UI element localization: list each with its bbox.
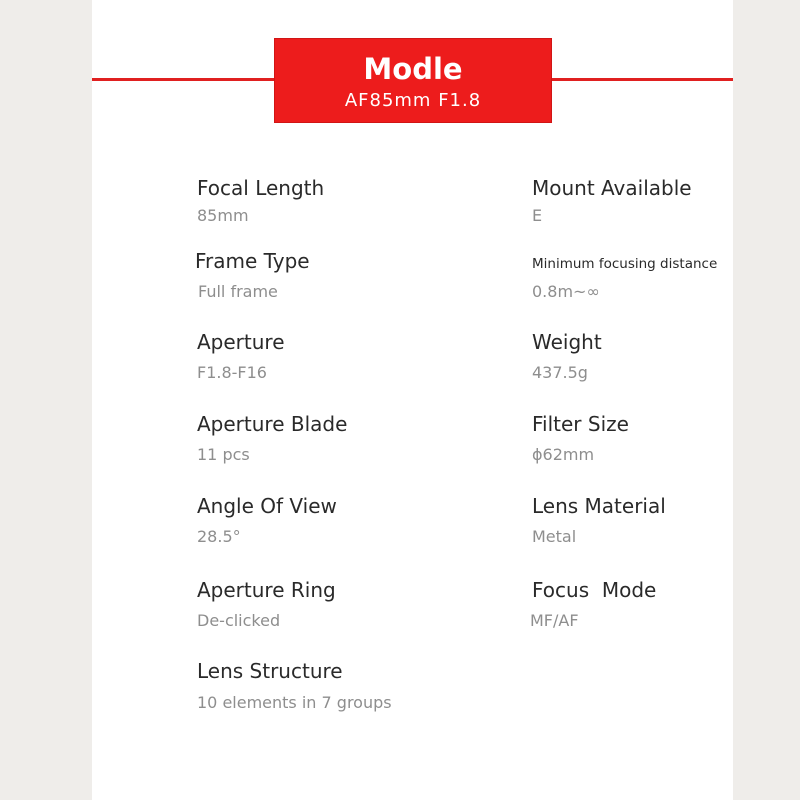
- spec-value: 85mm: [197, 206, 249, 225]
- spec-label: Angle Of View: [197, 494, 337, 518]
- spec-label: Lens Structure: [197, 659, 343, 683]
- banner-title: Modle: [363, 52, 463, 86]
- spec-angle-of-view: [197, 494, 337, 547]
- spec-value: F1.8-F16: [197, 363, 267, 382]
- spec-label: Focus Mode: [532, 578, 657, 602]
- spec-value: De-clicked: [197, 611, 281, 630]
- model-banner: [274, 38, 552, 123]
- spec-label: Aperture Blade: [197, 412, 348, 436]
- spec-value: 10 elements in 7 groups: [197, 693, 392, 712]
- spec-label: Weight: [532, 330, 602, 354]
- spec-value: 0.8m~∞: [532, 282, 600, 301]
- spec-weight: [532, 330, 602, 383]
- spec-value: 11 pcs: [197, 445, 250, 464]
- spec-sheet: [92, 0, 733, 800]
- spec-value: 28.5°: [197, 527, 241, 546]
- spec-value: Metal: [532, 527, 577, 546]
- spec-aperture-ring: [197, 578, 336, 631]
- spec-filter-size: [532, 412, 629, 465]
- spec-label: Minimum focusing distance: [532, 256, 718, 272]
- spec-frame-type: [195, 249, 310, 302]
- spec-label: Mount Available: [532, 176, 692, 200]
- spec-mount-available: [532, 176, 692, 226]
- spec-label: Focal Length: [197, 176, 325, 200]
- spec-label: Lens Material: [532, 494, 666, 518]
- spec-value: 437.5g: [532, 363, 588, 382]
- spec-value: E: [532, 206, 543, 225]
- spec-focal-length: [197, 176, 324, 226]
- spec-lens-structure: [197, 659, 392, 713]
- spec-label: Frame Type: [195, 249, 310, 273]
- spec-value: Full frame: [198, 282, 278, 301]
- spec-value: MF/AF: [530, 611, 579, 630]
- spec-focus-mode: [532, 578, 656, 631]
- spec-value: ϕ62mm: [532, 445, 595, 464]
- banner-subtitle: AF85mm F1.8: [344, 90, 482, 111]
- spec-aperture: [197, 330, 285, 383]
- spec-min-focus-distance: [532, 255, 717, 302]
- spec-aperture-blade: [197, 412, 347, 465]
- spec-label: Aperture: [197, 330, 285, 354]
- spec-label: Filter Size: [532, 412, 629, 436]
- spec-label: Aperture Ring: [197, 578, 336, 602]
- spec-lens-material: [532, 494, 666, 547]
